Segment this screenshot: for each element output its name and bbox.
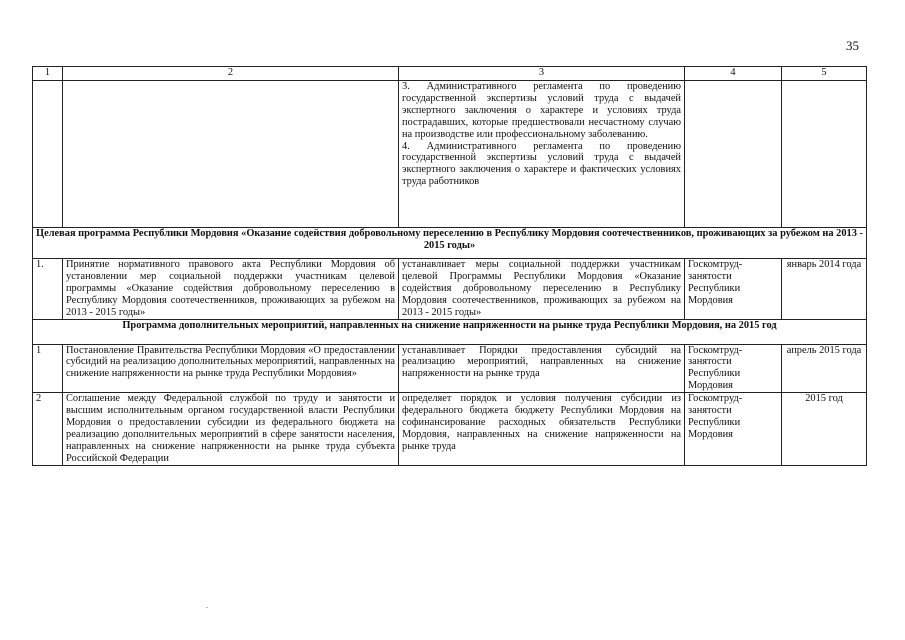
measure-executor: Госкомтруд- занятости Республики Мордовия <box>685 259 782 320</box>
row-number: 1 <box>33 344 63 393</box>
table-row <box>33 259 867 320</box>
continuation-num-cell <box>33 81 63 228</box>
table-row <box>33 393 867 465</box>
measure-description: устанавливает Порядки предоставления субсидий на реализацию мероприятий, направленных на снижение напряженности на рынке труда <box>399 344 685 393</box>
scan-speck <box>206 607 208 608</box>
column-header-1: 1 <box>33 67 63 81</box>
section-header-row <box>33 319 867 344</box>
regulation-item-3: 3. Административного регламента по проведению государственной экспертизы условий труда с выдачей экспертного заключения о характере и условиях труда пострадавших, которые предшествовали несчастному случаю на производстве или профессиональному заболеванию. <box>402 81 681 140</box>
measure-deadline: январь 2014 года <box>782 259 867 320</box>
column-header-5: 5 <box>782 67 867 81</box>
measure-name: Постановление Правительства Республики Мордовия «О предоставлении субсидий на реализацию дополнительных мероприятий, направленных на снижение напряженности на рынке труда Республики Мордовия» <box>63 344 399 393</box>
measure-name: Принятие нормативного правового акта Республики Мордовия об установлении мер социальной поддержки участникам целевой программы «Оказание содействия добровольному переселению в Республику Мордовия соотечественников, проживающих за рубежом на 2013 - 2015 годы» <box>63 259 399 320</box>
measure-description: устанавливает меры социальной поддержки участникам целевой Программы Республики Мордовия «Оказание содействия добровольному переселению в Республику Мордовия соотечественников, проживающих за рубежом на 2013 - 2015 годы» <box>399 259 685 320</box>
table-row <box>33 344 867 393</box>
column-header-4: 4 <box>685 67 782 81</box>
measure-name: Соглашение между Федеральной службой по труду и занятости и высшим исполнительным органом государственной власти Республики Мордовия о предоставлении субсидии из федерального бюджета на реализацию дополнительных мероприятий в сфере занятости населения, направленных на снижение напряженности на рынке труда субъекта Российской Федерации <box>63 393 399 465</box>
continuation-executor-cell <box>685 81 782 228</box>
column-number-row <box>33 67 867 81</box>
continuation-row <box>33 81 867 228</box>
continuation-name-cell <box>63 81 399 228</box>
section-title-resettlement: Целевая программа Республики Мордовия «Оказание содействия добровольному переселению в Республику Мордовия соотечественников, проживающих за рубежом на 2013 - 2015 годы» <box>33 228 867 259</box>
section-header-row <box>33 228 867 259</box>
measure-executor: Госкомтруд- занятости Республики Мордовия <box>685 393 782 465</box>
page-number: 35 <box>846 38 859 53</box>
continuation-description-cell <box>399 81 685 228</box>
column-header-2: 2 <box>63 67 399 81</box>
measure-executor: Госкомтруд- занятости Республики Мордовия <box>685 344 782 393</box>
row-number: 2 <box>33 393 63 465</box>
column-header-3: 3 <box>399 67 685 81</box>
regulation-item-4: 4. Административного регламента по проведению государственной экспертизы условий труда с выдачей экспертного заключения о характере и фактических условиях труда работников <box>402 140 681 188</box>
measure-description: определяет порядок и условия получения субсидии из федерального бюджета бюджету Республики Мордовия на софинансирование расходных обязательств Республики Мордовия, направленных на снижение напряженности на рынке труда <box>399 393 685 465</box>
measure-deadline: 2015 год <box>782 393 867 465</box>
row-number: 1. <box>33 259 63 320</box>
measure-deadline: апрель 2015 года <box>782 344 867 393</box>
measures-table <box>32 66 867 466</box>
continuation-deadline-cell <box>782 81 867 228</box>
section-title-labor-market: Программа дополнительных мероприятий, направленных на снижение напряженности на рынке труда Республики Мордовия, на 2015 год <box>33 319 867 344</box>
